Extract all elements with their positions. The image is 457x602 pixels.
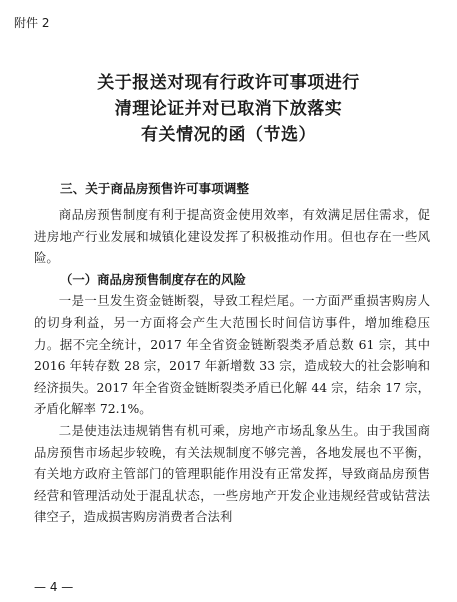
title-line-2: 清理论证并对已取消下放落实 (114, 99, 343, 119)
document-body (34, 204, 430, 528)
sub-heading: （一）商品房预售制度存在的风险 (60, 271, 246, 287)
section-heading: 三、关于商品房预售许可事项调整 (60, 181, 249, 196)
attachment-label: 附件 2 (14, 16, 50, 30)
title-line-1: 关于报送对现有行政许可事项进行 (97, 73, 360, 93)
paragraph-2: 二是使违法违规销售有机可乘，房地产市场乱象丛生。由于我国商品房预售市场起步较晚，有关法规制度不够完善，各地发展也不平衡，有关地方政府主管部门的管理职能作用没有正常发挥，导致商品房预售经营和管理活动处于混乱状态，一些房地产开发企业违规经营或钻营法律空子，造成损害购房消费者合法利 (34, 422, 430, 525)
paragraph-1: 一是一旦发生资金链断裂，导致工程烂尾。一方面严重损害购房人的切身利益，另一方面将会产生大范围长时间信访事件，增加维稳压力。据不完全统计，2017 年全省资金链断裂类矛盾总数 61 宗，其中 2016 年转存数 28 宗，2017 年新增数 33 宗，造成较大的社会影响和经济损失。2017 年全省资金链断裂类矛盾已化解 44 宗，结余 17 宗，矛盾化解率 72.1%。 (34, 293, 430, 417)
page-number: — 4 — (34, 580, 74, 594)
title-line-3: 有关情况的函（节选） (141, 125, 316, 145)
intro-paragraph: 商品房预售制度有利于提高资金使用效率，有效满足居住需求，促进房地产行业发展和城镇化建设发挥了积极推动作用。但也存在一些风险。 (34, 207, 430, 266)
